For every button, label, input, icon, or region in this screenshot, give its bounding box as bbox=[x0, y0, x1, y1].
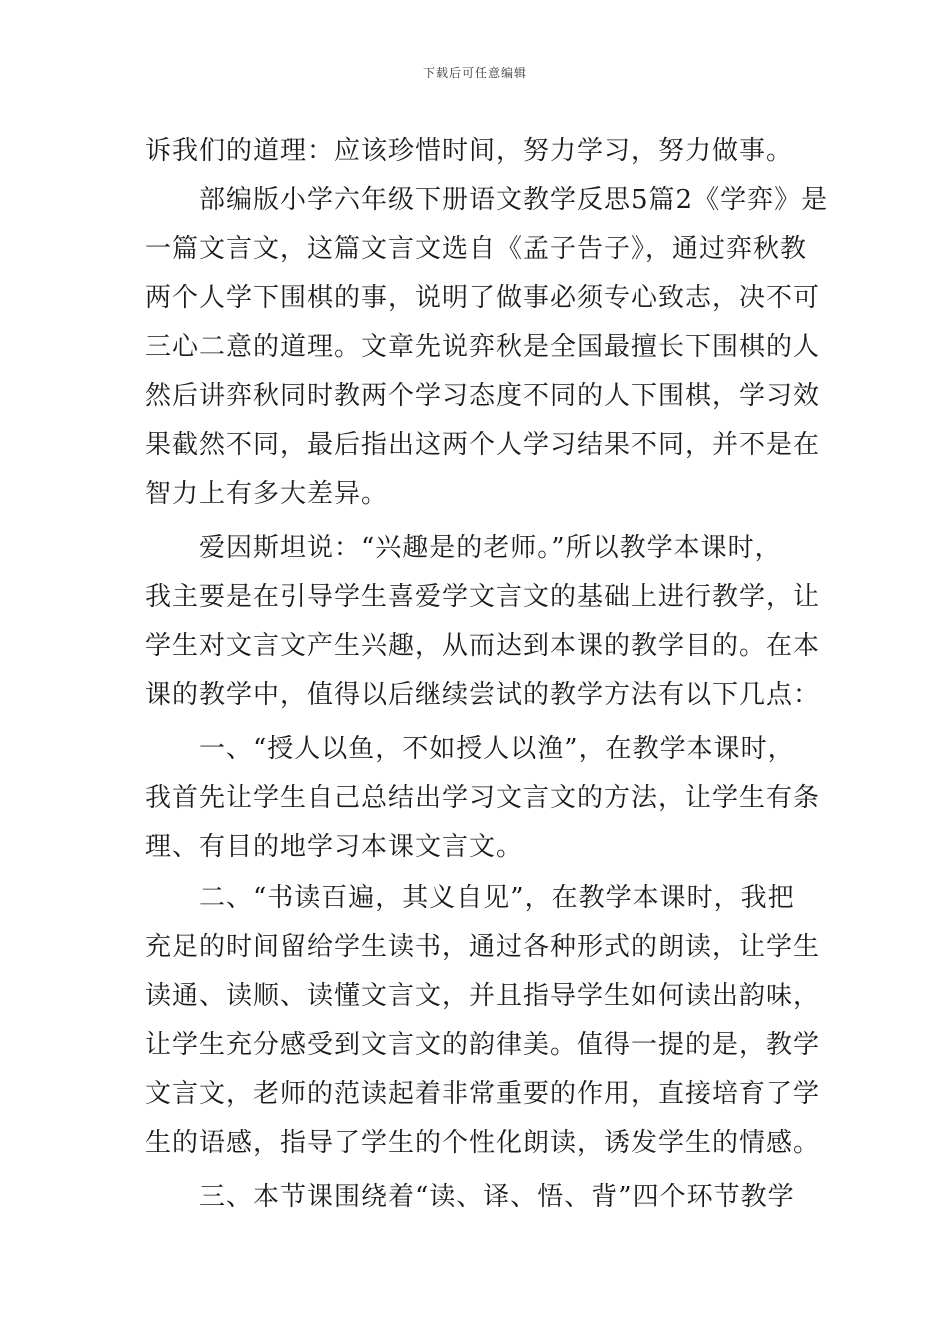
text-line: 理、有目的地学习本课文言文。 bbox=[145, 832, 524, 862]
text-line: 读通、读顺、读懂文言文，并且指导学生如何读出韵味， bbox=[145, 981, 821, 1011]
text-line: 然后讲弈秋同时教两个学习态度不同的人下围棋，学习效 bbox=[145, 381, 821, 411]
text-line: 智力上有多大差异。 bbox=[145, 479, 389, 509]
text-line: 让学生充分感受到文言文的韵律美。值得一提的是，教学 bbox=[145, 1030, 821, 1060]
page-header: 下载后可任意编辑 bbox=[422, 66, 527, 80]
text-line: 果截然不同，最后指出这两个人学习结果不同，并不是在 bbox=[145, 430, 821, 460]
text-line: 三、本节课围绕着“读、译、悟、背”四个环节教学 bbox=[145, 1182, 795, 1212]
text-line: 充足的时间留给学生读书，通过各种形式的朗读，让学生 bbox=[145, 932, 821, 962]
text-line: 一、“授人以鱼，不如授人以渔”，在教学本课时， bbox=[145, 734, 795, 764]
text-line: 两个人学下围棋的事，说明了做事必须专心致志，决不可 bbox=[145, 283, 821, 313]
text-line: 文言文，老师的范读起着非常重要的作用，直接培育了学 bbox=[145, 1079, 821, 1109]
text-line: 课的教学中，值得以后继续尝试的教学方法有以下几点： bbox=[145, 680, 821, 710]
text-line: 我首先让学生自己总结出学习文言文的方法，让学生有条 bbox=[145, 783, 821, 813]
text-line: 二、“书读百遍，其义自见”，在教学本课时，我把 bbox=[145, 883, 795, 913]
text-line: 学生对文言文产生兴趣，从而达到本课的教学目的。在本 bbox=[145, 631, 821, 661]
text-line: 生的语感，指导了学生的个性化朗读，诱发学生的情感。 bbox=[145, 1128, 821, 1158]
text-line: 一篇文言文，这篇文言文选自《孟子告子》，通过弈秋教 bbox=[145, 234, 808, 264]
text-line: 诉我们的道理：应该珍惜时间，努力学习，努力做事。 bbox=[145, 136, 794, 166]
text-line: 爱因斯坦说：“兴趣是的老师。”所以教学本课时， bbox=[145, 533, 782, 563]
text-line: 部编版小学六年级下册语文教学反思5篇2《学弈》是 bbox=[145, 185, 829, 215]
text-line: 我主要是在引导学生喜爱学文言文的基础上进行教学，让 bbox=[145, 582, 821, 612]
text-line: 三心二意的道理。文章先说弈秋是全国最擅长下围棋的人 bbox=[145, 332, 821, 362]
